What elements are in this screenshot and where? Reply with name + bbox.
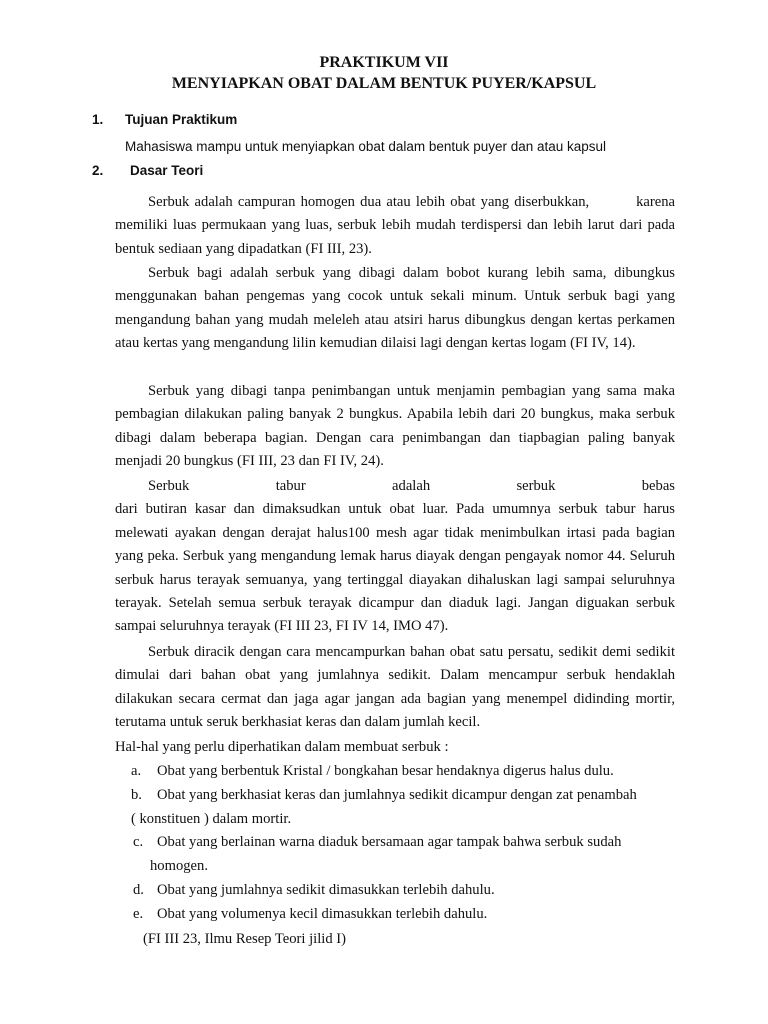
- list-item-c: Obat yang berlainan warna diaduk bersamaan agar tampak bahwa serbuk sudah: [157, 834, 622, 850]
- list-item-b-continuation: ( konstituen ) dalam mortir.: [131, 811, 292, 827]
- list-item-d: Obat yang jumlahnya sedikit dimasukkan terlebih dahulu.: [157, 882, 495, 898]
- paragraph-serbuk-diracik: Serbuk diracik dengan cara mencampurkan bahan obat satu persatu, sedikit demi sedikit dimulai dari bahan obat yang jumlahnya sedikit. Dalam mencampur serbuk hendaklah dilakukan secara cermat dan jaga agar jangan ada bagian yang menempel didinding mortir, terutama untuk seruk berkhasiat keras dan dalam jumlah kecil.: [115, 644, 675, 731]
- list-item-a: Obat yang berbentuk Kristal / bongkahan besar hendaknya digerus halus dulu.: [157, 763, 614, 779]
- word: bebas: [641, 478, 675, 494]
- paragraph-serbuk-bagi: Serbuk bagi adalah serbuk yang dibagi dalam bobot kurang lebih sama, dibungkus menggunakan bahan pengemas yang cocok untuk sekali minum. Untuk serbuk bagi yang mengandung bahan yang mudah meleleh atau atsiri harus dibungkus dengan kertas perkamen atau kertas yang mengandung lilin kemudian dilaisi lagi dengan kertas logam (FI IV, 14).: [115, 265, 675, 352]
- word: adalah: [392, 478, 431, 494]
- list-marker: a.: [131, 763, 142, 779]
- paragraph-first-line: [115, 475, 675, 498]
- section-tujuan-body: Mahasiswa mampu untuk menyiapkan obat dalam bentuk puyer dan atau kapsul: [125, 139, 607, 154]
- list-item-b: Obat yang berkhasiat keras dan jumlahnya sedikit dicampur dengan zat penambah: [157, 787, 637, 803]
- list-item-e: Obat yang volumenya kecil dimasukkan terlebih dahulu.: [157, 906, 488, 922]
- section-title: Dasar Teori: [130, 163, 204, 178]
- paragraph-serbuk-tabur: [115, 475, 675, 639]
- list-marker: d.: [133, 882, 144, 898]
- section-title: Tujuan Praktikum: [125, 112, 238, 127]
- section-number: 1.: [92, 112, 104, 127]
- word: tabur: [275, 478, 306, 494]
- paragraph-serbuk-dibagi: Serbuk yang dibagi tanpa penimbangan untuk menjamin pembagian yang sama maka pembagian dilakukan paling banyak 2 bungkus. Apabila lebih dari 20 bungkus, maka serbuk dibagi dalam beberapa bagian. Dengan cara penimbangan dan tiapbagian paling banyak menjadi 20 bungkus (FI III, 23 dan FI IV, 24).: [115, 383, 675, 470]
- list-item-c-continuation: homogen.: [150, 858, 208, 874]
- word: Serbuk: [148, 478, 190, 494]
- document-title-line1: PRAKTIKUM VII: [319, 54, 449, 71]
- list-marker: c.: [133, 834, 144, 850]
- list-marker: e.: [133, 906, 144, 922]
- section-number: 2.: [92, 163, 104, 178]
- word: serbuk: [516, 478, 556, 494]
- list-marker: b.: [131, 787, 142, 803]
- paragraph-body: dari butiran kasar dan dimaksudkan untuk obat luar. Pada umumnya serbuk tabur harus melewati ayakan dengan derajat halus100 mesh agar tidak menimbulkan irtasi pada bagian yang peka. Serbuk yang mengandung lemak harus diayak dengan pengayak nomor 44. Seluruh serbuk harus terayak semuanya, yang tertinggal diayakan dihaluskan lagi sampai seluruhnya terayak. Setelah semua serbuk terayak dicampur dan diaduk lagi. Jangan diguakan serbuk sampai seluruhnya terayak (FI III 23, FI IV 14, IMO 47).: [115, 501, 675, 635]
- document-title-line2: MENYIAPKAN OBAT DALAM BENTUK PUYER/KAPSUL: [171, 75, 597, 92]
- list-citation: (FI III 23, Ilmu Resep Teori jilid I): [143, 931, 346, 947]
- list-intro: Hal-hal yang perlu diperhatikan dalam membuat serbuk :: [115, 739, 449, 755]
- paragraph-serbuk: Serbuk adalah campuran homogen dua atau lebih obat yang diserbukkan, karena memiliki luas permukaan yang luas, serbuk lebih mudah terdispersi dan lebih larut dari pada bentuk sediaan yang dipadatkan (FI III, 23).: [115, 194, 679, 257]
